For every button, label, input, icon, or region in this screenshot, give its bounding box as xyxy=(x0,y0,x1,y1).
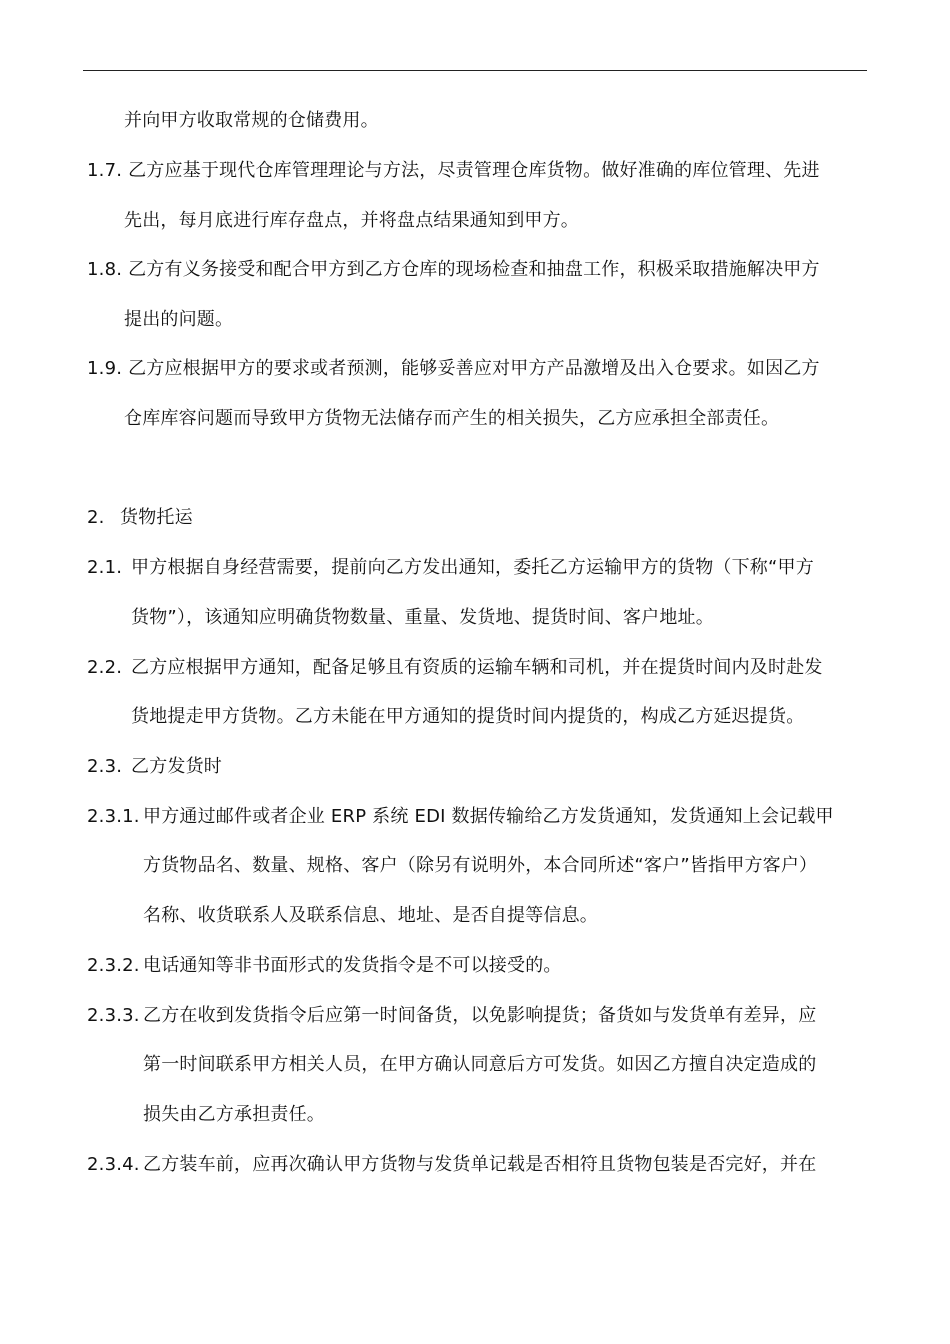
clause-number: 2.2. xyxy=(87,657,123,678)
clause-2-3 xyxy=(87,756,222,778)
clause-number: 1.8. xyxy=(87,259,123,280)
clause-2-3-1 xyxy=(87,806,834,828)
header-rule xyxy=(83,70,867,71)
clause-number: 2.3.4. xyxy=(87,1154,140,1175)
clause-2-3-3-line2: 第一时间联系甲方相关人员，在甲方确认同意后方可发货。如因乙方擅自决定造成的 xyxy=(143,1054,817,1075)
clause-number: 1.7. xyxy=(87,160,123,181)
clause-number: 1.9. xyxy=(87,358,123,379)
clause-text: 甲方通过邮件或者企业 ERP 系统 EDI 数据传输给乙方发货通知，发货通知上会记载甲 xyxy=(143,806,834,827)
clause-1-8-line2: 提出的问题。 xyxy=(124,309,234,330)
section-number: 2. xyxy=(87,507,105,528)
clause-1-7 xyxy=(87,160,820,182)
clause-1-8 xyxy=(87,259,820,281)
clause-2-3-3 xyxy=(87,1005,816,1027)
clause-2-1 xyxy=(87,557,814,579)
clause-number: 2.1. xyxy=(87,557,123,578)
clause-text: 甲方根据自身经营需要，提前向乙方发出通知，委托乙方运输甲方的货物（下称“甲方 xyxy=(131,557,814,578)
clause-number: 2.3. xyxy=(87,756,123,777)
clause-text: 电话通知等非书面形式的发货指令是不可以接受的。 xyxy=(143,955,562,976)
clause-2-3-2 xyxy=(87,955,562,977)
clause-2-2 xyxy=(87,657,823,679)
clause-2-3-1-line3: 名称、收货联系人及联系信息、地址、是否自提等信息。 xyxy=(143,905,598,926)
section-title: 货物托运 xyxy=(120,507,193,528)
clause-text: 乙方在收到发货指令后应第一时间备货，以免影响提货；备货如与发货单有差异，应 xyxy=(143,1005,817,1026)
clause-text: 乙方发货时 xyxy=(131,756,222,777)
clause-number: 2.3.1. xyxy=(87,806,140,827)
clause-2-3-1-line2: 方货物品名、数量、规格、客户（除另有说明外，本合同所述“客户”皆指甲方客户） xyxy=(143,855,818,876)
clause-text: 乙方应基于现代仓库管理理论与方法，尽责管理仓库货物。做好准确的库位管理、先进 xyxy=(128,160,820,181)
clause-2-3-3-line3: 损失由乙方承担责任。 xyxy=(143,1104,325,1125)
clause-1-9 xyxy=(87,358,820,380)
clause-number: 2.3.2. xyxy=(87,955,140,976)
clause-2-2-line2: 货地提走甲方货物。乙方未能在甲方通知的提货时间内提货的，构成乙方延迟提货。 xyxy=(131,706,805,727)
clause-text: 乙方有义务接受和配合甲方到乙方仓库的现场检查和抽盘工作，积极采取措施解决甲方 xyxy=(128,259,820,280)
section-2-heading xyxy=(87,507,193,529)
clause-text: 乙方装车前，应再次确认甲方货物与发货单记载是否相符且货物包装是否完好，并在 xyxy=(143,1154,817,1175)
clause-1-7-line2: 先出，每月底进行库存盘点，并将盘点结果通知到甲方。 xyxy=(124,210,579,231)
clause-2-3-4 xyxy=(87,1154,816,1176)
clause-2-1-line2: 货物”），该通知应明确货物数量、重量、发货地、提货时间、客户地址。 xyxy=(131,607,714,628)
clause-number: 2.3.3. xyxy=(87,1005,140,1026)
clause-text: 乙方应根据甲方的要求或者预测，能够妥善应对甲方产品激增及出入仓要求。如因乙方 xyxy=(128,358,820,379)
clause-1-9-line2: 仓库库容问题而导致甲方货物无法储存而产生的相关损失，乙方应承担全部责任。 xyxy=(124,408,780,429)
paragraph-continuation: 并向甲方收取常规的仓储费用。 xyxy=(124,110,379,131)
clause-text: 乙方应根据甲方通知，配备足够且有资质的运输车辆和司机，并在提货时间内及时赴发 xyxy=(131,657,823,678)
